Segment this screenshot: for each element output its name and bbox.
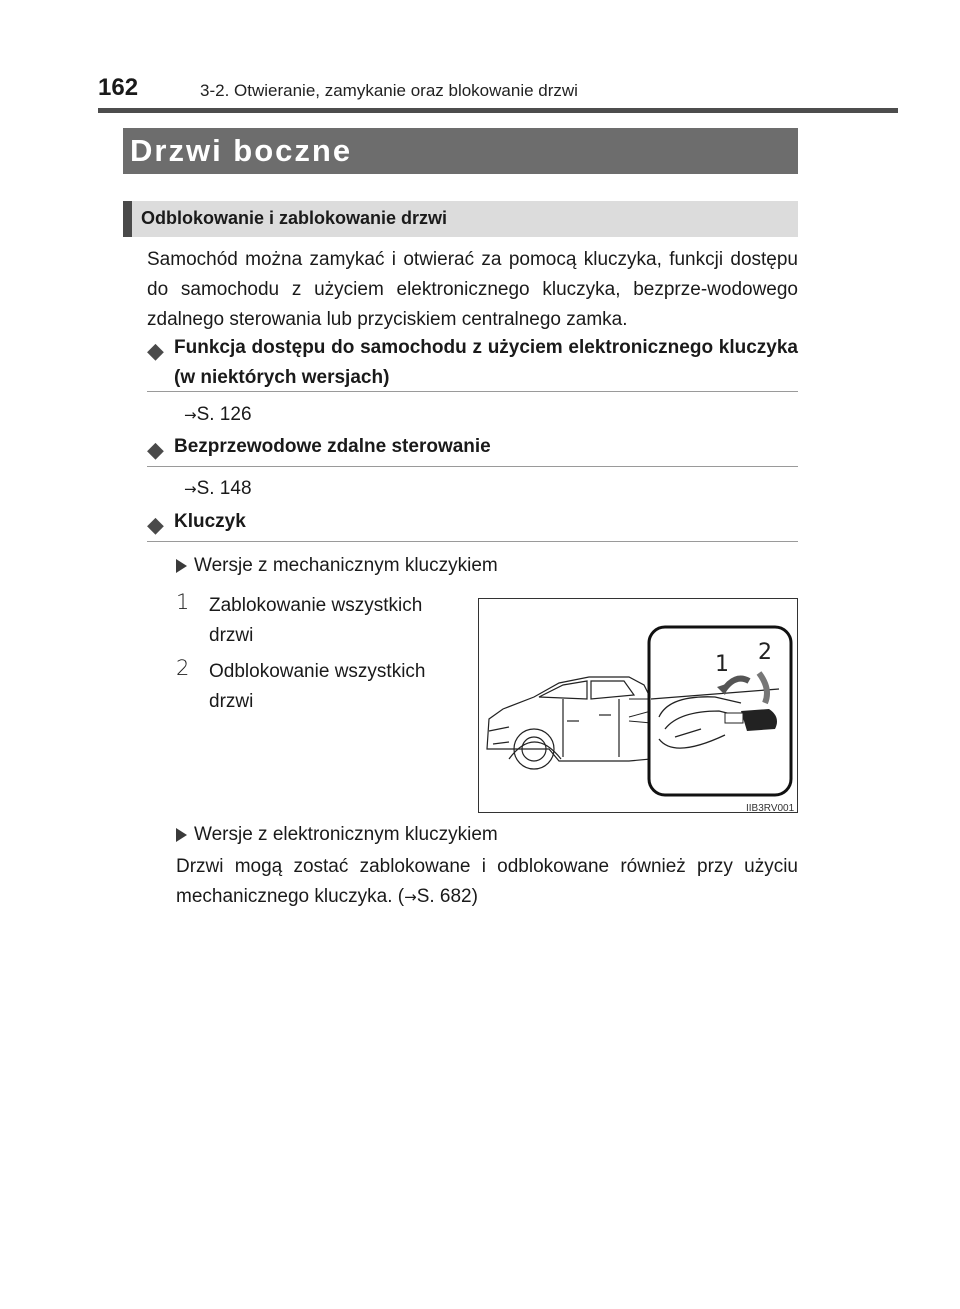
subsection-heading-smart-entry: Funkcja dostępu do samochodu z użyciem elektronicznego kluczyka (w niektórych wersjach): [174, 337, 798, 388]
key-illustration: [478, 598, 798, 813]
triangle-bullet-icon: [176, 559, 187, 573]
car-door-key-drawing: [479, 599, 797, 812]
subsection-rule: [147, 541, 798, 542]
subsection-heading-wireless-remote: Bezprzewodowe zdalne sterowanie: [174, 436, 491, 457]
diamond-bullet-icon: ◆: [147, 512, 164, 537]
page-reference[interactable]: S. 682): [416, 886, 478, 907]
triangle-bullet-icon: [176, 828, 187, 842]
section-accent: [123, 201, 132, 237]
page-reference[interactable]: [184, 400, 252, 430]
car-outline-icon: [487, 677, 651, 769]
diamond-bullet-icon: ◆: [147, 437, 164, 462]
subsection-rule: [147, 391, 798, 392]
unlock-all-doors-label: Odblokowanie wszystkich drzwi: [209, 661, 426, 712]
header-rule: [98, 108, 898, 113]
reference-text: S. 148: [196, 478, 252, 499]
intro-paragraph: Samochód można zamykać i otwierać za pomocą kluczyka, funkcji dostępu do samochodu z użyciem elektronicznego kluczyka, bezprze-wodowego zdalnego sterowania lub przyciskiem centralnego zamka.: [147, 249, 798, 330]
section-heading: Odblokowanie i zablokowanie drzwi: [141, 208, 448, 228]
callout-number-1: 1: [176, 590, 190, 614]
subsection-heading-key: Kluczyk: [174, 511, 246, 532]
page-title: Drzwi boczne: [130, 133, 353, 168]
callout-number-2: 2: [176, 656, 190, 680]
arrow-right-icon: →: [184, 406, 197, 424]
page-reference[interactable]: [184, 474, 252, 504]
figure-callout-2: 2: [758, 640, 772, 665]
figure-callout-1: 1: [715, 652, 729, 677]
lock-all-doors-label: Zablokowanie wszystkich drzwi: [209, 595, 423, 646]
diamond-bullet-icon: ◆: [147, 338, 164, 363]
variant-mechanical-label: Wersje z mechanicznym kluczykiem: [194, 555, 498, 576]
arrow-right-icon: →: [404, 888, 417, 906]
reference-text: S. 126: [196, 404, 252, 425]
arrow-right-icon: →: [184, 480, 197, 498]
figure-code: IIB3RV001: [746, 803, 795, 814]
electronic-text: Drzwi mogą zostać zablokowane i odblokowane również przy użyciu mechanicznego kluczyka. (: [176, 856, 798, 907]
page-number: 162: [98, 74, 139, 101]
subsection-rule: [147, 466, 798, 467]
electronic-key-paragraph: [176, 852, 798, 912]
variant-electronic-label: Wersje z elektronicznym kluczykiem: [194, 824, 498, 845]
running-head: 3-2. Otwieranie, zamykanie oraz blokowanie drzwi: [200, 81, 578, 100]
